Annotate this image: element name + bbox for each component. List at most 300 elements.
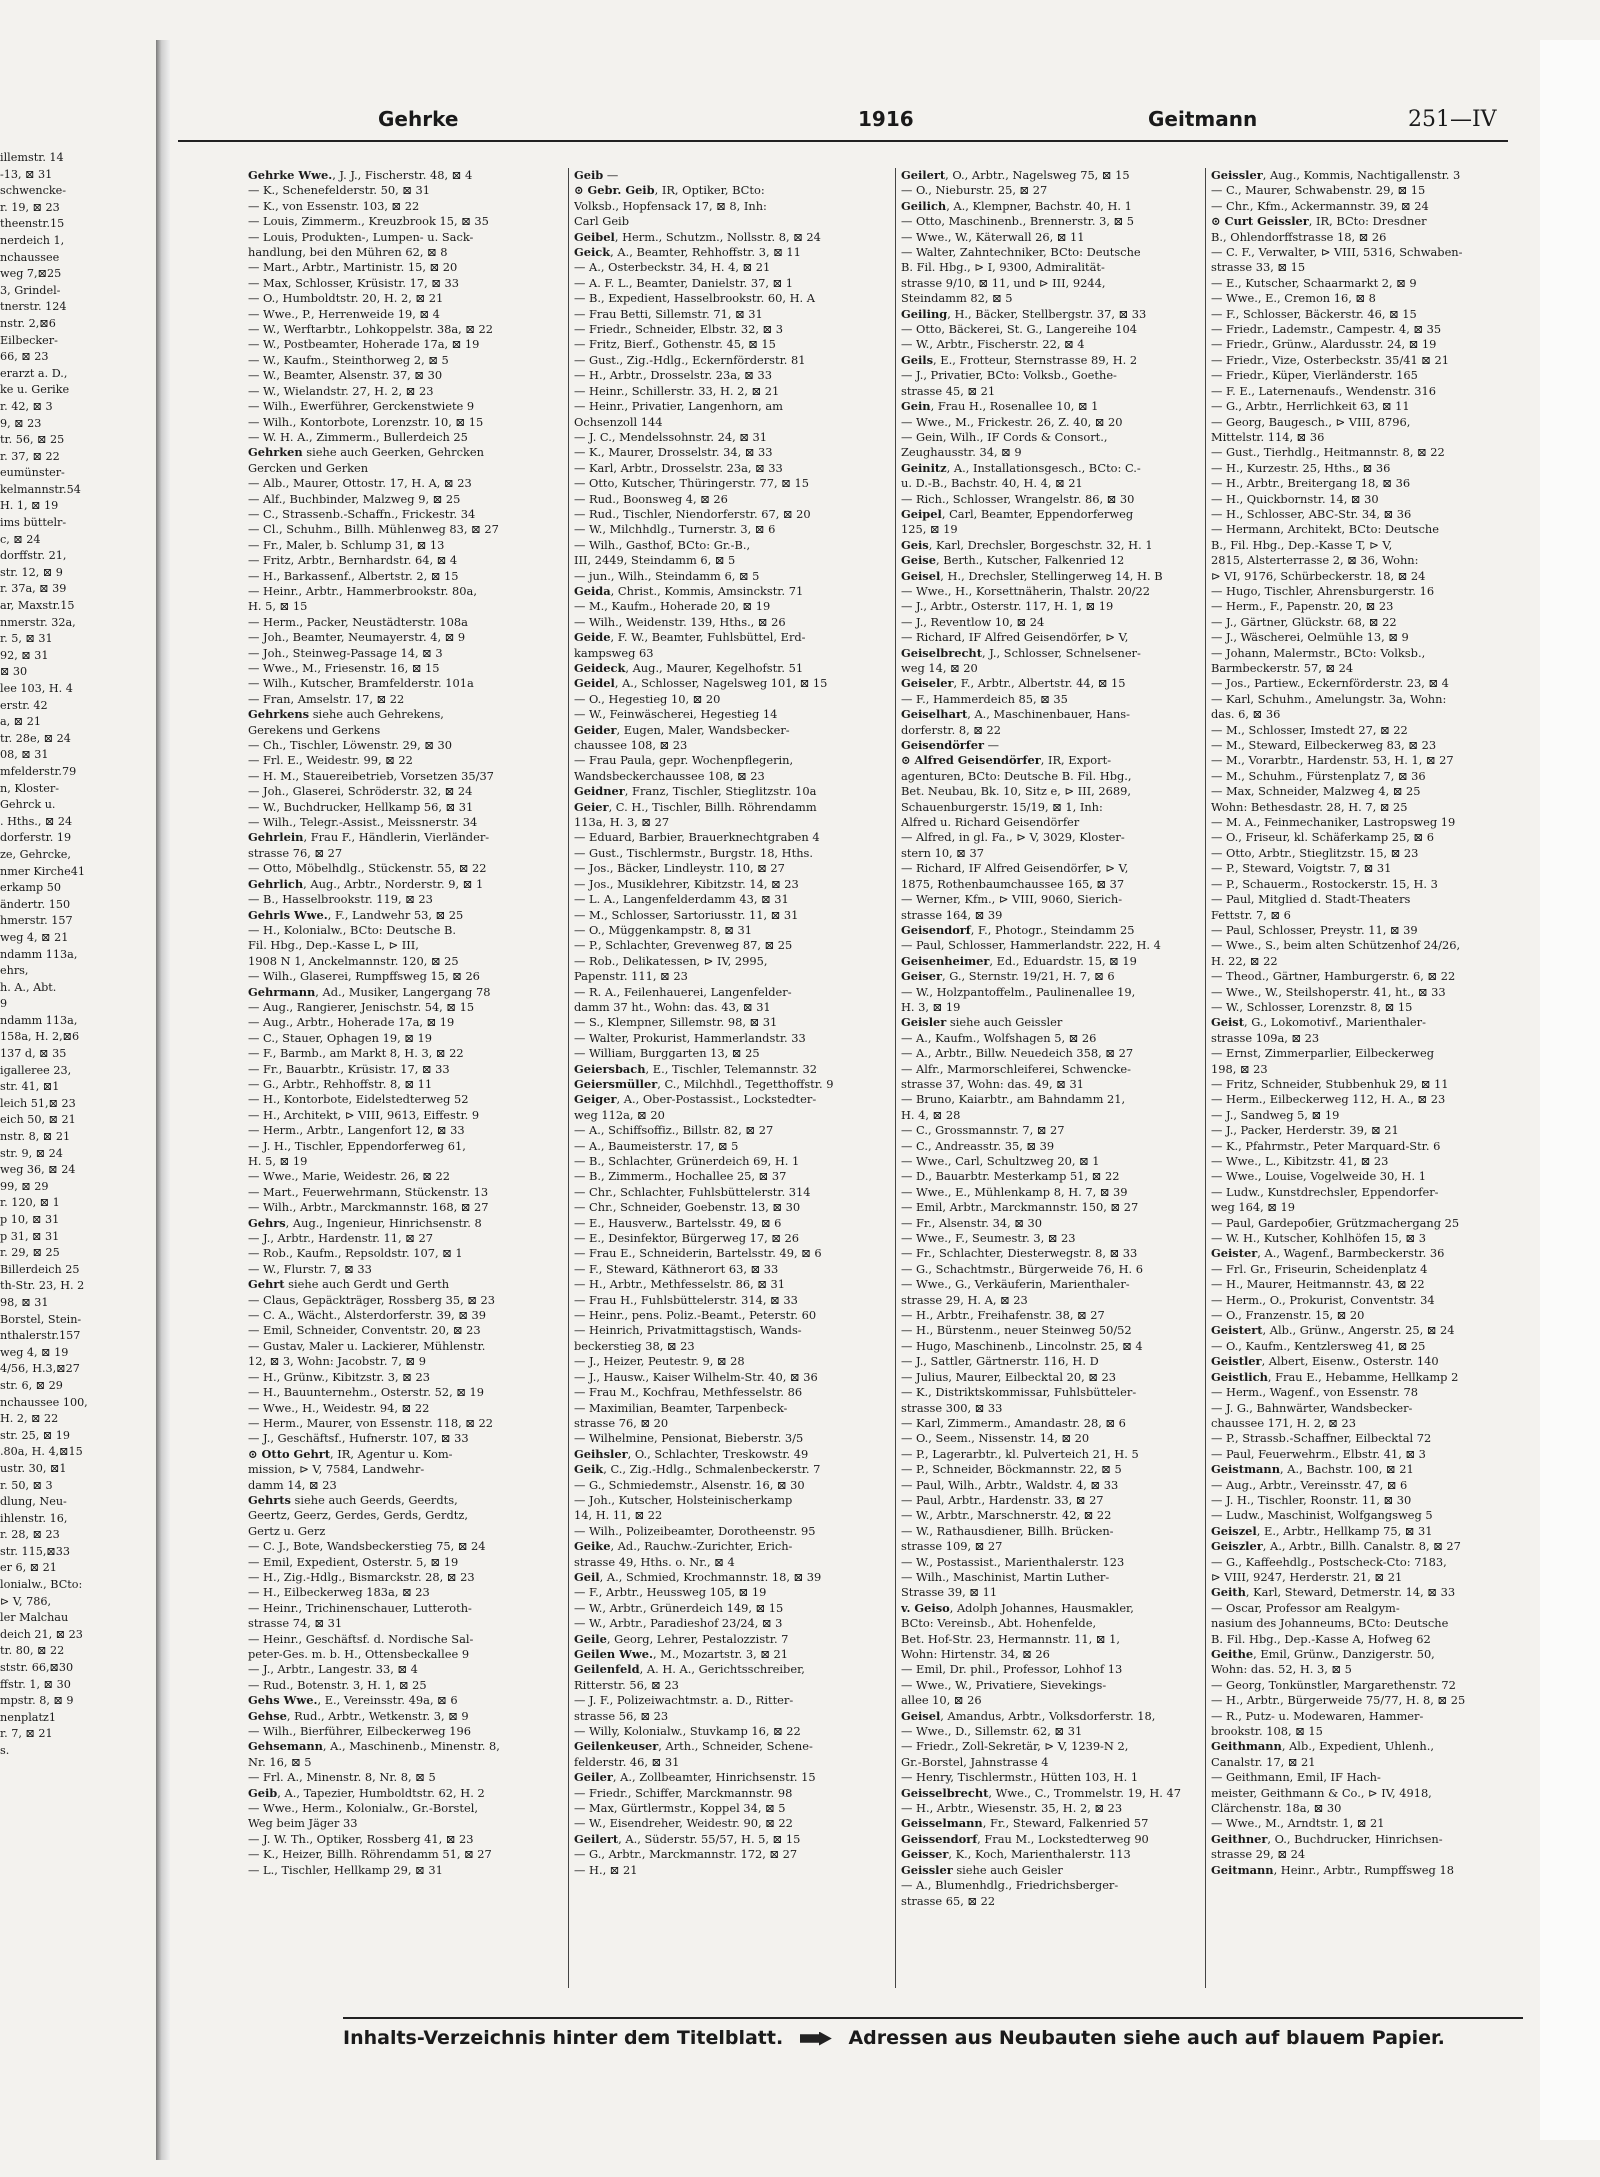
directory-entry-line: Gehrts siehe auch Geerds, Geerdts, [248,1492,458,1507]
directory-entry-line: Geider, Eugen, Maler, Wandsbecker- [574,722,790,737]
directory-entry-line: — Walter, Zahntechniker, BCto: Deutsche [901,245,1141,260]
column-divider [895,168,896,1988]
left-page-line: ar, Maxstr.15 [0,599,75,613]
directory-entry-line: — M., Steward, Eilbeckerweg 83, ⊠ 23 [1211,738,1437,753]
directory-entry-line: damm 14, ⊠ 23 [248,1477,337,1492]
directory-entry-line: Geist, G., Lokomotivf., Marienthaler- [1211,1015,1426,1030]
left-page-line: 98, ⊠ 31 [0,1295,49,1309]
directory-entry-line: — Ludw., Kunstdrechsler, Eppendorfer- [1211,1184,1439,1199]
left-page-line: ler Malchau [0,1611,69,1625]
directory-entry-line: Volksb., Hopfensack 17, ⊠ 8, Inh: [574,198,767,213]
left-page-line: r. 37a, ⊠ 39 [0,582,67,596]
left-page-line: Eilbecker- [0,333,58,347]
directory-entry-line: — Friedr., Lademstr., Campestr. 4, ⊠ 35 [1211,322,1442,337]
directory-entry-line: — W., Rathausdiener, Billh. Brücken- [901,1523,1114,1538]
directory-entry-line: — Herm., Packer, Neustädterstr. 108a [248,614,468,629]
directory-entry-line: Geithe, Emil, Grünw., Danzigerstr. 50, [1211,1647,1435,1661]
directory-entry-line: Gehrlich, Aug., Arbtr., Norderstr. 9, ⊠ 1 [248,876,484,891]
directory-entry-line: handlung, bei den Mühren 62, ⊠ 8 [248,245,448,260]
column-3 [901,168,1213,1998]
directory-entry-line: — Joh., Glaserei, Schröderstr. 32, ⊠ 24 [248,784,473,799]
directory-entry-line: Geistlich, Frau E., Hebamme, Hellkamp 2 [1211,1369,1459,1384]
directory-entry-line: — Joh., Kutscher, Holsteinischerkamp [574,1492,793,1507]
directory-entry-line: ⊙ Gebr. Geib, IR, Optiker, BCto: [574,183,765,198]
directory-entry-line: — Wwe., S., beim alten Schützenhof 24/26, [1211,938,1461,953]
directory-entry-line: — A. F. L., Beamter, Danielstr. 37, ⊠ 1 [574,275,794,290]
directory-entry-line: Geiler, A., Zollbeamter, Hinrichsenstr. 15 [574,1770,816,1785]
directory-entry-line: — F., Hammerdeich 85, ⊠ 35 [901,691,1068,706]
directory-entry-line: — H., Kolonialw., BCto: Deutsche B. [248,922,456,937]
directory-entry-line: Gehrkens siehe auch Gehrekens, [248,707,444,722]
directory-entry-line: Geiersmüller, C., Milchhdl., Tegetthoffstr. 9 [574,1076,834,1091]
left-page-line: nmerstr. 32a, [0,615,76,629]
directory-entry-line: — Georg, Tonkünstler, Margarethenstr. 72 [1211,1677,1456,1692]
directory-entry-line: — B., Hasselbrookstr. 119, ⊠ 23 [248,892,433,907]
directory-entry-line: Geilenkeuser, Arth., Schneider, Schene- [574,1739,813,1754]
directory-entry-line: Gerekens und Gerkens [248,722,381,737]
directory-entry-line: — J., Arbtr., Osterstr. 117, H. 1, ⊠ 19 [901,599,1114,614]
left-page-line: 99, ⊠ 29 [0,1179,49,1193]
left-page-line: erarzt a. D., [0,366,68,380]
directory-entry-line: — Maximilian, Beamter, Tarpenbeck- [574,1400,788,1415]
header-last-entry: Geitmann [1148,107,1258,131]
directory-entry-line: — Jos., Partiew., Eckernförderstr. 23, ⊠ 4 [1211,676,1449,691]
directory-entry-line: — W., Flurstr. 7, ⊠ 33 [248,1261,372,1276]
directory-entry-line: Gercken und Gerken [248,460,369,475]
directory-entry-line: Geisenheimer, Ed., Eduardstr. 15, ⊠ 19 [901,953,1137,968]
directory-entry-line: — Otto, Arbtr., Stieglitzstr. 15, ⊠ 23 [1211,845,1419,860]
left-page-line: r. 50, ⊠ 3 [0,1478,53,1492]
directory-entry-line: 1908 N 1, Anckelmannstr. 120, ⊠ 25 [248,953,459,968]
directory-entry-line: — G., Kaffeehdlg., Postscheck-Cto: 7183, [1211,1554,1447,1569]
directory-entry-line: — H., Arbtr., Wiesenstr. 35, H. 2, ⊠ 23 [901,1801,1123,1816]
directory-entry-line: ⊳ VI, 9176, Schürbeckerstr. 18, ⊠ 24 [1211,568,1426,583]
footer-index-note: Inhalts-Verzeichnis hinter dem Titelblatt. [343,2027,784,2049]
directory-entry-line: — Julius, Maurer, Eilbecktal 20, ⊠ 23 [901,1369,1116,1384]
directory-entry-line: — Wilh., Bierführer, Eilbeckerweg 196 [248,1724,471,1739]
directory-entry-line: — H., Eilbeckerweg 183a, ⊠ 23 [248,1585,430,1600]
directory-entry-line: Geihsler, O., Schlachter, Treskowstr. 49 [574,1446,809,1461]
directory-entry-line: — F., Steward, Käthnerort 63, ⊠ 33 [574,1261,779,1276]
left-page-line: p 10, ⊠ 31 [0,1213,60,1226]
directory-entry-line: — J., Packer, Herderstr. 39, ⊠ 21 [1211,1123,1399,1138]
directory-entry-line: H. 4, ⊠ 28 [901,1107,961,1122]
directory-entry-line: Gein, Frau H., Rosenallee 10, ⊠ 1 [901,399,1099,414]
directory-entry-line: — Frl. E., Weidestr. 99, ⊠ 22 [248,753,413,768]
directory-entry-line: — W., Buchdrucker, Hellkamp 56, ⊠ 31 [248,799,474,814]
left-page-line: tr. 28e, ⊠ 24 [0,731,71,745]
directory-entry-line: — Rud., Boonsweg 4, ⊠ 26 [574,491,728,506]
directory-entry-line: — Alfred, in gl. Fa., ⊳ V, 3029, Kloster- [901,830,1125,845]
directory-entry-line: — Fr., Alsenstr. 34, ⊠ 30 [901,1215,1043,1230]
directory-entry-line: — Karl, Zimmerm., Amandastr. 28, ⊠ 6 [901,1415,1126,1430]
directory-entry-line: — jun., Wilh., Steindamm 6, ⊠ 5 [574,568,760,583]
directory-entry-line: — Paul, Feuerwehrm., Elbstr. 41, ⊠ 3 [1211,1446,1426,1461]
directory-entry-line: — K., Pfahrmstr., Peter Marquard-Str. 6 [1211,1138,1441,1153]
left-page-line: nstr. 2,⊠6 [0,316,56,330]
book-gutter [156,40,170,2160]
directory-entry-line: — M., Schlosser, Imstedt 27, ⊠ 22 [1211,722,1408,737]
left-page-line: r. 7, ⊠ 21 [0,1727,53,1741]
directory-entry-line: — Heinr., Arbtr., Hammerbrookstr. 80a, [248,583,477,598]
directory-entry-line: — Rob., Delikatessen, ⊳ IV, 2995, [574,953,768,968]
directory-entry-line: Geiseler, F., Arbtr., Albertstr. 44, ⊠ 15 [901,676,1126,691]
left-page-line: theenstr.15 [0,217,65,231]
directory-entry-line: — J., Gärtner, Glückstr. 68, ⊠ 22 [1211,614,1397,629]
directory-entry-line: — Alb., Maurer, Ottostr. 17, H. A, ⊠ 23 [248,476,472,491]
left-page-line: mpstr. 8, ⊠ 9 [0,1694,74,1708]
directory-entry-line: Geitmann, Heinr., Arbtr., Rumpffsweg 18 [1211,1862,1454,1877]
directory-entry-line: B. Fil. Hbg., Dep.-Kasse A, Hofweg 62 [1211,1631,1431,1646]
directory-entry-line: — R. A., Feilenhauerei, Langenfelder- [574,984,792,999]
directory-entry-line: Geile, Georg, Lehrer, Pestalozzistr. 7 [574,1631,789,1646]
left-page-line: str. 12, ⊠ 9 [0,565,63,579]
directory-entry-line: allee 10, ⊠ 26 [901,1693,982,1708]
directory-entry-line: — H., Arbtr., Breitergang 18, ⊠ 36 [1211,476,1411,491]
directory-entry-line: — O., Müggenkampstr. 8, ⊠ 31 [574,922,752,937]
left-page-line: 08, ⊠ 31 [0,748,49,762]
directory-entry-line: — Paul, Gardeробier, Grützmachergang 25 [1211,1215,1460,1230]
left-page-line: 9, ⊠ 23 [0,416,42,430]
directory-entry-line: — Friedr., Schneider, Elbstr. 32, ⊠ 3 [574,322,784,337]
left-page-line: leich 51,⊠ 23 [0,1096,76,1110]
directory-entry-line: — P., Schauerm., Rostockerstr. 15, H. 3 [1211,876,1438,891]
left-page-line: r. 19, ⊠ 23 [0,200,60,214]
left-page-line: lee 103, H. 4 [0,682,73,695]
directory-entry-line: — C., Andreasstr. 35, ⊠ 39 [901,1138,1055,1153]
directory-entry-line: — Friedr., Grünw., Alardusstr. 24, ⊠ 19 [1211,337,1437,352]
directory-entry-line: — M., Schuhm., Fürstenplatz 7, ⊠ 36 [1211,768,1426,783]
directory-entry-line: — Chr., Schneider, Goebenstr. 13, ⊠ 30 [574,1200,801,1215]
left-page-line: str. 9, ⊠ 24 [0,1146,63,1160]
directory-entry-line: 12, ⊠ 3, Wohn: Jacobstr. 7, ⊠ 9 [248,1354,426,1369]
directory-entry-line: — E., Kutscher, Schaarmarkt 2, ⊠ 9 [1211,275,1417,290]
directory-entry-line: Geiling, H., Bäcker, Stellbergstr. 37, ⊠ 33 [901,306,1147,321]
directory-entry-line: — H., Kurzestr. 25, Hths., ⊠ 36 [1211,460,1391,475]
directory-entry-line: Ochsenzoll 144 [574,414,663,429]
directory-entry-line: — Wwe., M., Friesenstr. 16, ⊠ 15 [248,661,440,675]
directory-entry-line: — Herm., Arbtr., Langenfort 12, ⊠ 33 [248,1123,465,1138]
directory-entry-line: Geida, Christ., Kommis, Amsinckstr. 71 [574,583,804,598]
directory-entry-line: Zeughausstr. 34, ⊠ 9 [901,445,1022,460]
page-number: 251—IV [1408,107,1497,132]
directory-entry-line: — R., Putz- u. Modewaren, Hammer- [1211,1708,1424,1723]
directory-entry-line: — C., Stauer, Ophagen 19, ⊠ 19 [248,1030,433,1045]
directory-entry-line: — W., Werftarbtr., Lohkoppelstr. 38a, ⊠ 22 [248,322,494,337]
directory-entry-line: — Frl. Gr., Friseurin, Scheidenplatz 4 [1211,1261,1428,1276]
directory-entry-line: — Mart., Feuerwehrmann, Stückenstr. 13 [248,1184,489,1199]
directory-entry-line: — Wwe., D., Sillemstr. 62, ⊠ 31 [901,1724,1083,1739]
directory-entry-line: — Jos., Musiklehrer, Kibitzstr. 14, ⊠ 23 [574,876,799,891]
directory-entry-line: — J., Sandweg 5, ⊠ 19 [1211,1107,1340,1122]
directory-entry-line: — Claus, Gepäckträger, Rossberg 35, ⊠ 23 [248,1292,495,1307]
directory-entry-line: dorferstr. 8, ⊠ 22 [901,722,1002,737]
directory-entry-line: — C. F., Verwalter, ⊳ VIII, 5316, Schwaben- [1211,245,1463,260]
directory-entry-line: — Emil, Arbtr., Marckmannstr. 150, ⊠ 27 [901,1200,1139,1215]
directory-entry-line: — Johann, Malermstr., BCto: Volksb., [1211,645,1426,660]
directory-entry-line: H. 22, ⊠ 22 [1211,953,1278,968]
directory-entry-line: B., Fil. Hbg., Dep.-Kasse T, ⊳ V, [1211,537,1393,552]
directory-entry-line: — Otto, Bäckerei, St. G., Langereihe 104 [901,322,1138,337]
directory-entry-line: — Heinr., Privatier, Langenhorn, am [574,399,783,414]
directory-entry-line: — Wwe., H., Weidestr. 94, ⊠ 22 [248,1400,430,1415]
directory-entry-line: — Joh., Beamter, Neumayerstr. 4, ⊠ 9 [248,630,466,645]
directory-entry-line: — Fr., Schlachter, Diesterwegstr. 8, ⊠ 33 [901,1246,1138,1261]
directory-entry-line: — Max, Gürtlermstr., Koppel 34, ⊠ 5 [574,1801,786,1816]
left-page-line: hmerstr. 157 [0,914,73,928]
directory-entry-line: — H., ⊠ 21 [574,1862,638,1877]
left-page-line: lonialw., BCto: [0,1578,83,1592]
left-page-line: Gehrck u. [0,798,56,812]
directory-entry-line: strasse 300, ⊠ 33 [901,1400,1003,1415]
directory-entry-line: — K., Schenefelderstr. 50, ⊠ 31 [248,183,431,198]
directory-entry-line: Geistler, Albert, Eisenw., Osterstr. 140 [1211,1354,1439,1369]
left-page-line: dorferstr. 19 [0,831,72,845]
directory-entry-line: Geisselmann, Fr., Steward, Falkenried 57 [901,1816,1149,1831]
directory-entry-line: — Frau E., Schneiderin, Bartelsstr. 49, ⊠ 6 [574,1246,822,1261]
footer-new-buildings-note: Adressen aus Neubauten siehe auch auf blauem Papier. [848,2027,1445,2049]
header-year: 1916 [858,107,914,131]
left-page-line: nenplatz1 [0,1710,56,1724]
directory-entry-line: chaussee 171, H. 2, ⊠ 23 [1211,1415,1356,1430]
directory-entry-line: — Wwe., E., Mühlenkamp 8, H. 7, ⊠ 39 [901,1184,1128,1199]
directory-entry-line: — P., Strassb.-Schaffner, Eilbecktal 72 [1211,1431,1432,1446]
directory-entry-line: — J. G., Bahnwärter, Wandsbecker- [1211,1400,1413,1415]
directory-entry-line: — F., Barmb., am Markt 8, H. 3, ⊠ 22 [248,1046,464,1061]
left-page-line: schwencke- [0,184,67,198]
directory-entry-line: — Wwe., Marie, Weidestr. 26, ⊠ 22 [248,1169,451,1184]
directory-entry-line: — G., Schmiedemstr., Alsenstr. 16, ⊠ 30 [574,1477,805,1492]
directory-entry-line: damm 37 ht., Wohn: das. 43, ⊠ 31 [574,999,771,1014]
directory-entry-line: 125, ⊠ 19 [901,522,958,537]
directory-entry-line: — William, Burggarten 13, ⊠ 25 [574,1046,760,1061]
directory-entry-line: — K., Maurer, Drosselstr. 34, ⊠ 33 [574,445,773,460]
directory-entry-line: — J. H., Tischler, Eppendorferweg 61, [248,1138,466,1153]
directory-entry-line: strasse 9/10, ⊠ 11, und ⊳ III, 9244, [901,275,1106,290]
directory-entry-line: — Emil, Schneider, Conventstr. 20, ⊠ 23 [248,1323,481,1338]
directory-entry-line: Geilich, A., Klempner, Bachstr. 40, H. 1 [901,198,1132,213]
page-margin [1540,40,1600,2140]
directory-entry-line: — Herm., Wagenf., von Essenstr. 78 [1211,1385,1419,1400]
directory-entry-line: Fil. Hbg., Dep.-Kasse L, ⊳ III, [248,938,419,953]
directory-entry-line: — W. H. A., Zimmerm., Bullerdeich 25 [248,429,468,444]
directory-entry-line: ⊳ VIII, 9247, Herderstr. 21, ⊠ 21 [1211,1569,1403,1584]
directory-entry-line: Geith, Karl, Steward, Detmerstr. 14, ⊠ 33 [1211,1585,1456,1600]
directory-entry-line: Geiselhart, A., Maschinenbauer, Hans- [901,707,1130,722]
left-page-line: ffstr. 1, ⊠ 30 [0,1677,71,1691]
directory-entry-line: Gr.-Borstel, Jahnstrasse 4 [901,1754,1049,1769]
directory-entry-line: — Eduard, Barbier, Brauerknechtgraben 4 [574,830,820,845]
directory-entry-line: Geiger, A., Ober-Postassist., Lockstedter- [574,1092,817,1107]
directory-entry-line: — Otto, Maschinenb., Brennerstr. 3, ⊠ 5 [901,214,1135,229]
directory-entry-line: Geiselbrecht, J., Schlosser, Schnelsener- [901,645,1141,660]
directory-entry-line: Gehrke Wwe., J. J., Fischerstr. 48, ⊠ 4 [248,168,473,182]
directory-entry-line: 113a, H. 3, ⊠ 27 [574,815,670,830]
directory-entry-line: — Max, Schneider, Malzweg 4, ⊠ 25 [1211,784,1421,799]
directory-entry-line: — C., Maurer, Schwabenstr. 29, ⊠ 15 [1211,183,1426,198]
directory-entry-line: — Wwe., L., Kibitzstr. 41, ⊠ 23 [1211,1154,1389,1168]
directory-entry-line: — L. A., Langenfelderdamm 43, ⊠ 31 [574,892,789,907]
directory-entry-line: — Ludw., Maschinist, Wolfgangsweg 5 [1211,1508,1433,1523]
header-first-entry: Gehrke [378,107,459,131]
directory-entry-line: — Wilh., Ewerführer, Gerckenstwiete 9 [248,399,475,414]
footer-rule [343,2017,1523,2019]
directory-entry-line: Geisser, K., Koch, Marienthalerstr. 113 [901,1847,1131,1862]
directory-entry-line: Geise, Berth., Kutscher, Falkenried 12 [901,553,1125,568]
left-page-line: nerdeich 1, [0,233,65,247]
directory-entry-line: — A., Kaufm., Wolfshagen 5, ⊠ 26 [901,1030,1097,1045]
left-page-line: str. 25, ⊠ 19 [0,1428,70,1442]
directory-entry-line: — Jos., Bäcker, Lindleystr. 110, ⊠ 27 [574,861,785,876]
left-page-line: H. 1, ⊠ 19 [0,499,59,513]
directory-entry-line: — F., Schlosser, Bäckerstr. 46, ⊠ 15 [1211,306,1417,321]
directory-entry-line: — M., Vorarbtr., Hardenstr. 53, H. 1, ⊠ 27 [1211,753,1454,768]
directory-entry-line: Gehrken siehe auch Geerken, Gehrcken [248,445,484,460]
directory-entry-line: — B., Schlachter, Grünerdeich 69, H. 1 [574,1154,800,1168]
directory-entry-line: — Fritz, Schneider, Stubbenhuk 29, ⊠ 11 [1211,1076,1449,1091]
left-page-line: ststr. 66,⊠30 [0,1661,74,1675]
directory-entry-line: — O., Hegestieg 10, ⊠ 20 [574,691,721,706]
running-header [178,107,1508,137]
directory-entry-line: — K., Heizer, Billh. Röhrendamm 51, ⊠ 27 [248,1847,492,1862]
directory-entry-line: — Wilh., Weidenstr. 139, Hths., ⊠ 26 [574,614,786,629]
directory-entry-line: — W., Beamter, Alsenstr. 37, ⊠ 30 [248,368,443,383]
directory-entry-line: — Cl., Schuhm., Billh. Mühlenweg 83, ⊠ 27 [248,522,499,537]
directory-entry-line: — C., Grossmannstr. 7, ⊠ 27 [901,1123,1065,1138]
directory-entry-line: — A., Blumenhdlg., Friedrichsberger- [901,1878,1119,1893]
left-page-line: ⊳ V, 786, [0,1594,52,1608]
directory-entry-line: Wohn: das. 52, H. 3, ⊠ 5 [1211,1662,1352,1677]
directory-entry-line: — J., Hausw., Kaiser Wilhelm-Str. 40, ⊠ 36 [574,1369,818,1384]
column-divider [1205,168,1206,1988]
directory-entry-line: Geik, C., Zig.-Hdlg., Schmalenbeckerstr. 7 [574,1462,821,1477]
directory-entry-line: — M., Schlosser, Sartoriusstr. 11, ⊠ 31 [574,907,799,922]
directory-entry-line: beckerstieg 38, ⊠ 23 [574,1338,695,1353]
directory-entry-line: strasse 164, ⊠ 39 [901,907,1003,922]
directory-entry-line: 198, ⊠ 23 [1211,1061,1268,1076]
left-page-line: nchaussee [0,250,60,264]
directory-entry-line: Geike, Ad., Rauchw.-Zurichter, Erich- [574,1539,793,1554]
directory-entry-line: — Chr., Schlachter, Fuhlsbüttelerstr. 314 [574,1184,811,1199]
directory-entry-line: — J., Wäscherei, Oelmühle 13, ⊠ 9 [1211,630,1409,645]
left-page-line: H. 2, ⊠ 22 [0,1412,59,1426]
directory-entry-line: Geidel, A., Schlosser, Nagelsweg 101, ⊠ 15 [574,676,828,691]
directory-entry-line: — W., Postassist., Marienthalerstr. 123 [901,1554,1125,1569]
left-page-line: th-Str. 23, H. 2 [0,1279,85,1293]
directory-entry-line: — Karl, Schuhm., Amelungstr. 3a, Wohn: [1211,691,1447,706]
left-page-line: r. 37, ⊠ 22 [0,449,60,463]
directory-entry-line: — Paul, Arbtr., Hardenstr. 33, ⊠ 27 [901,1492,1104,1507]
left-page-line: deich 21, ⊠ 23 [0,1627,83,1641]
directory-entry-line: — L., Tischler, Hellkamp 29, ⊠ 31 [248,1862,443,1877]
left-page-line: Borstel, Stein- [0,1312,82,1326]
left-page-line: dlung, Neu- [0,1495,67,1509]
directory-entry-line: strasse 109, ⊠ 27 [901,1539,1003,1554]
directory-entry-line: Nr. 16, ⊠ 5 [248,1754,312,1769]
directory-entry-line: — Gust., Tierhdlg., Heitmannstr. 8, ⊠ 22 [1211,445,1445,460]
directory-entry-line: Geilert, O., Arbtr., Nagelsweg 75, ⊠ 15 [901,168,1130,182]
left-page-line: nmer Kirche41 [0,864,85,878]
directory-entry-line: Gehrt siehe auch Gerdt und Gerth [248,1277,450,1292]
directory-entry-line: — W., Arbtr., Grünerdeich 149, ⊠ 15 [574,1600,784,1615]
directory-entry-line: — Gein, Wilh., IF Cords & Consort., [901,429,1108,444]
left-page-line: Billerdeich 25 [0,1262,80,1276]
directory-entry-line: — F., Arbtr., Heussweg 105, ⊠ 19 [574,1585,767,1600]
directory-entry-line: — Aug., Arbtr., Hoherade 17a, ⊠ 19 [248,1015,455,1030]
directory-entry-line: Gehrlein, Frau F., Händlerin, Vierländer- [248,830,490,845]
directory-entry-line: — Heinr., pens. Poliz.-Beamt., Peterstr. 60 [574,1308,817,1323]
left-page-line: erkamp 50 [0,881,61,895]
directory-entry-line: — H., Arbtr., Methfesselstr. 86, ⊠ 31 [574,1277,786,1292]
directory-entry-line: — Richard, IF Alfred Geisendörfer, ⊳ V, [901,630,1129,645]
directory-entry-line: Geib — [574,168,619,182]
directory-entry-line: — G., Schachtmstr., Bürgerweide 76, H. 6 [901,1261,1144,1276]
directory-entry-line: Mittelstr. 114, ⊠ 36 [1211,429,1325,444]
directory-entry-line: strasse 33, ⊠ 15 [1211,260,1306,275]
directory-entry-line: — J., Heizer, Peutestr. 9, ⊠ 28 [574,1354,745,1369]
directory-entry-line: Bet. Neubau, Bk. 10, Sitz e, ⊳ III, 2689, [901,784,1132,799]
directory-entry-line: — Wilh., Kontorbote, Lorenzstr. 10, ⊠ 15 [248,414,484,429]
directory-entry-line: Gehse, Rud., Arbtr., Wetkenstr. 3, ⊠ 9 [248,1708,469,1723]
directory-entry-line: — Joh., Steinweg-Passage 14, ⊠ 3 [248,645,443,660]
directory-entry-line: — H., Architekt, ⊳ VIII, 9613, Eiffestr. 9 [248,1107,480,1122]
directory-entry-line: — Gust., Zig.-Hdlg., Eckernförderstr. 81 [574,352,806,367]
directory-entry-line: Gehs Wwe., E., Vereinsstr. 49a, ⊠ 6 [248,1693,458,1708]
directory-entry-line: H. 5, ⊠ 15 [248,599,308,614]
directory-entry-line: ⊙ Curt Geissler, IR, BCto: Dresdner [1211,214,1427,229]
left-page-line: weg 4, ⊠ 21 [0,930,69,944]
directory-entry-line: Geissler, Aug., Kommis, Nachtigallenstr. 3 [1211,168,1461,182]
directory-entry-line: Geilenfeld, A. H. A., Gerichtsschreiber, [574,1662,805,1677]
directory-entry-line: — Herm., O., Prokurist, Conventstr. 34 [1211,1292,1435,1307]
directory-entry-line: — Wwe., G., Verkäuferin, Marienthaler- [901,1277,1130,1292]
directory-entry-line: — Mart., Arbtr., Martinistr. 15, ⊠ 20 [248,260,458,275]
directory-entry-line: — Wilh., Arbtr., Marckmannstr. 168, ⊠ 27 [248,1200,489,1215]
directory-entry-line: — H., Arbtr., Freihafenstr. 38, ⊠ 27 [901,1308,1105,1323]
directory-entry-line: — Wwe., M., Frickestr. 26, Z. 40, ⊠ 20 [901,414,1123,429]
directory-entry-line: — Wwe., F., Seumestr. 3, ⊠ 23 [901,1231,1076,1246]
directory-entry-line: — P., Schneider, Böckmannstr. 22, ⊠ 5 [901,1462,1122,1477]
directory-entry-line: — P., Steward, Voigtstr. 7, ⊠ 31 [1211,861,1392,876]
directory-entry-line: — Oscar, Professor am Realgym- [1211,1600,1400,1615]
directory-entry-line: strasse 56, ⊠ 23 [574,1708,669,1723]
directory-entry-line: — Bruno, Kaiarbtr., am Bahndamm 21, [901,1092,1126,1107]
directory-entry-line: — W., Postbeamter, Hoherade 17a, ⊠ 19 [248,337,480,352]
directory-entry-line: — J. C., Mendelssohnstr. 24, ⊠ 31 [574,429,767,444]
directory-entry-line: — Heinrich, Privatmittagstisch, Wands- [574,1323,802,1338]
directory-entry-line: Geissler siehe auch Geisler [901,1862,1063,1877]
directory-entry-line: u. D.-B., Bachstr. 40, H. 4, ⊠ 21 [901,476,1083,491]
directory-entry-line: — W., Eisendreher, Weidestr. 90, ⊠ 22 [574,1816,793,1831]
directory-entry-line: — G., Arbtr., Marckmannstr. 172, ⊠ 27 [574,1847,798,1862]
directory-entry-line: Geisel, H., Drechsler, Stellingerweg 14, H. B [901,568,1163,583]
directory-entry-line: — A., Baumeisterstr. 17, ⊠ 5 [574,1138,739,1153]
directory-entry-line: — W., Milchhdlg., Turnerstr. 3, ⊠ 6 [574,522,776,537]
left-page-line: s. [0,1744,10,1757]
directory-entry-line: — Alfr., Marmorschleiferei, Schwencke- [901,1061,1131,1076]
directory-entry-line: Gehrmann, Ad., Musiker, Langergang 78 [248,984,491,999]
directory-entry-line: Geithmann, Alb., Expedient, Uhlenh., [1211,1739,1434,1754]
directory-entry-line: — Wilh., Polizeibeamter, Dorotheenstr. 95 [574,1523,816,1538]
column-4 [1211,168,1523,1998]
directory-entry-line: — Friedr., Vize, Osterbeckstr. 35/41 ⊠ 21 [1211,352,1449,367]
directory-entry-line: Wandsbeckerchaussee 108, ⊠ 23 [574,768,765,783]
directory-entry-line: — H., Arbtr., Bürgerweide 75/77, H. 8, ⊠ 25 [1211,1693,1466,1708]
directory-entry-line: v. Geiso, Adolph Johannes, Hausmakler, [901,1600,1134,1615]
directory-entry-line: — Fritz, Arbtr., Bernhardstr. 64, ⊠ 4 [248,553,458,568]
column-divider [568,168,569,1988]
directory-entry-line: ⊙ Alfred Geisendörfer, IR, Export- [901,753,1112,768]
